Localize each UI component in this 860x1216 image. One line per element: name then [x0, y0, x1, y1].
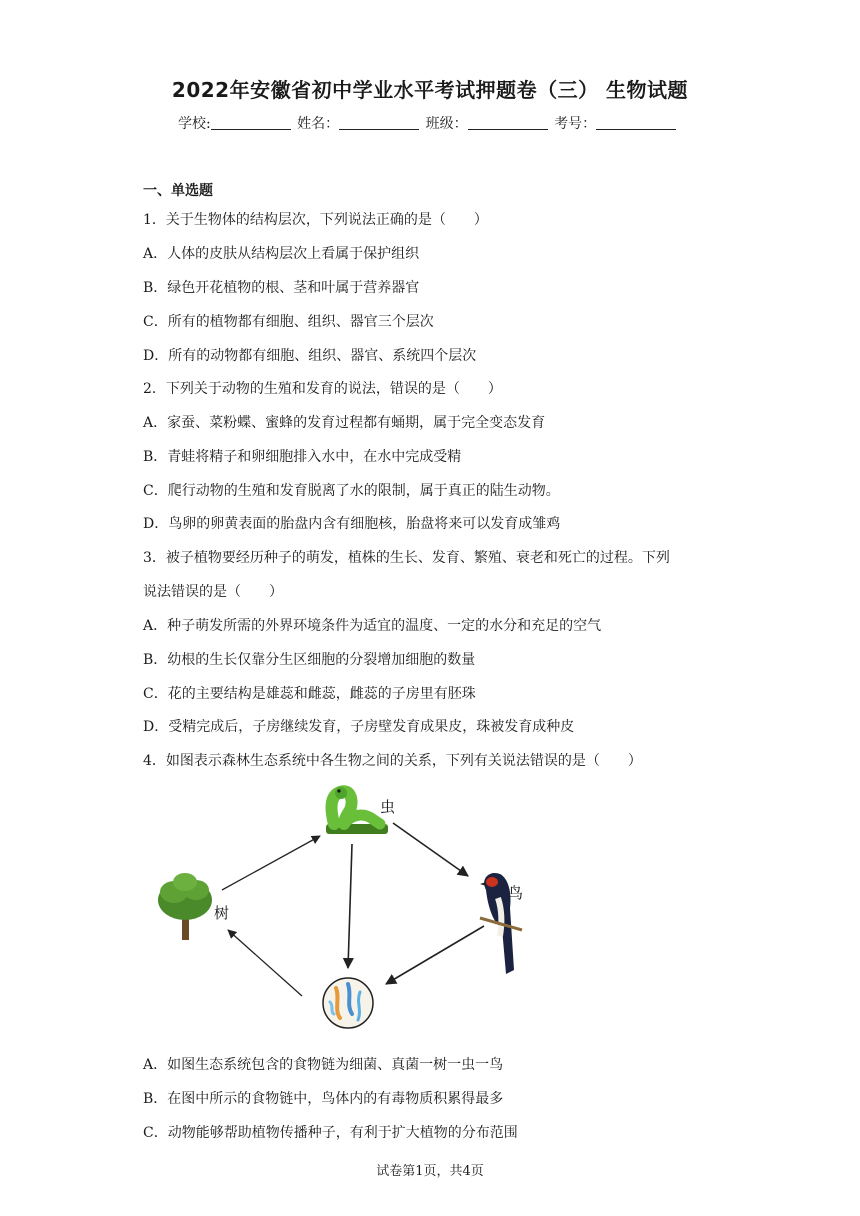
- school-blank: [211, 115, 291, 130]
- page-title: 2022年安徽省初中学业水平考试押题卷（三） 生物试题: [171, 78, 689, 102]
- exam-number-blank: [596, 115, 676, 130]
- question-3-stem-line-2: 说法错误的是（ ）: [143, 584, 283, 600]
- class-label: 班级：: [425, 116, 468, 132]
- question-2-option-a: A．家蚕、菜粉蝶、蜜蜂的发育过程都有蛹期，属于完全变态发育: [143, 415, 546, 431]
- question-3-option-c: C．花的主要结构是雄蕊和雌蕊，雌蕊的子房里有胚珠: [143, 686, 476, 702]
- insect-label: 虫: [380, 798, 396, 816]
- class-blank: [468, 115, 548, 130]
- question-2-stem: 2．下列关于动物的生殖和发育的说法，错误的是（ ）: [143, 381, 502, 397]
- question-3-option-d: D．受精完成后，子房继续发育，子房壁发育成果皮，珠被发育成种皮: [143, 719, 575, 735]
- question-3-stem-line-1: 3．被子植物要经历种子的萌发，植株的生长、发育、繁殖、衰老和死亡的过程。下列: [143, 550, 670, 566]
- question-1-option-b: B．绿色开花植物的根、茎和叶属于营养器官: [143, 280, 420, 296]
- question-2-option-d: D．鸟卵的卵黄表面的胎盘内含有细胞核，胎盘将来可以发育成雏鸡: [143, 516, 561, 532]
- question-2-option-b: B．青蛙将精子和卵细胞排入水中，在水中完成受精: [143, 449, 462, 465]
- question-3-option-b: B．幼根的生长仅靠分生区细胞的分裂增加细胞的数量: [143, 652, 476, 668]
- question-1-option-a: A．人体的皮肤从结构层次上看属于保护组织: [143, 246, 420, 262]
- question-3-option-a: A．种子萌发所需的外界环境条件为适宜的温度、一定的水分和充足的空气: [143, 618, 602, 634]
- arrow-bird-to-microbe: [386, 926, 484, 984]
- section-title: 一、单选题: [143, 183, 213, 199]
- caterpillar-icon: [326, 787, 388, 834]
- question-4-option-c: C．动物能够帮助植物传播种子，有利于扩大植物的分布范围: [143, 1125, 518, 1141]
- question-1-stem: 1．关于生物体的结构层次，下列说法正确的是（ ）: [143, 212, 488, 228]
- name-blank: [339, 115, 419, 130]
- arrow-insect-to-bird: [393, 823, 468, 876]
- question-4-option-a: A．如图生态系统包含的食物链为细菌、真菌一树一虫一鸟: [143, 1057, 504, 1073]
- exam-number-label: 考号：: [554, 116, 597, 132]
- question-1-option-d: D．所有的动物都有细胞、组织、器官、系统四个层次: [143, 348, 477, 364]
- question-1-option-c: C．所有的植物都有细胞、组织、器官三个层次: [143, 314, 434, 330]
- school-label: 学校:: [178, 116, 211, 132]
- food-web-diagram: [140, 778, 560, 1038]
- page-footer: 试卷第1页，共4页: [376, 1164, 484, 1179]
- question-2-option-c: C．爬行动物的生殖和发育脱离了水的限制，属于真正的陆生动物。: [143, 483, 560, 499]
- tree-icon: [158, 873, 212, 940]
- question-4-stem: 4．如图表示森林生态系统中各生物之间的关系，下列有关说法错误的是（ ）: [143, 753, 642, 769]
- bird-label: 鸟: [508, 884, 524, 902]
- name-label: 姓名：: [297, 116, 340, 132]
- tree-label: 树: [214, 904, 230, 922]
- arrow-microbe-to-tree: [228, 930, 302, 996]
- microbe-icon: [323, 978, 373, 1028]
- student-info-row: [178, 113, 678, 133]
- arrow-tree-to-insect: [222, 836, 320, 890]
- arrow-insect-to-microbe: [348, 844, 352, 968]
- question-4-option-b: B．在图中所示的食物链中，鸟体内的有毒物质积累得最多: [143, 1091, 504, 1107]
